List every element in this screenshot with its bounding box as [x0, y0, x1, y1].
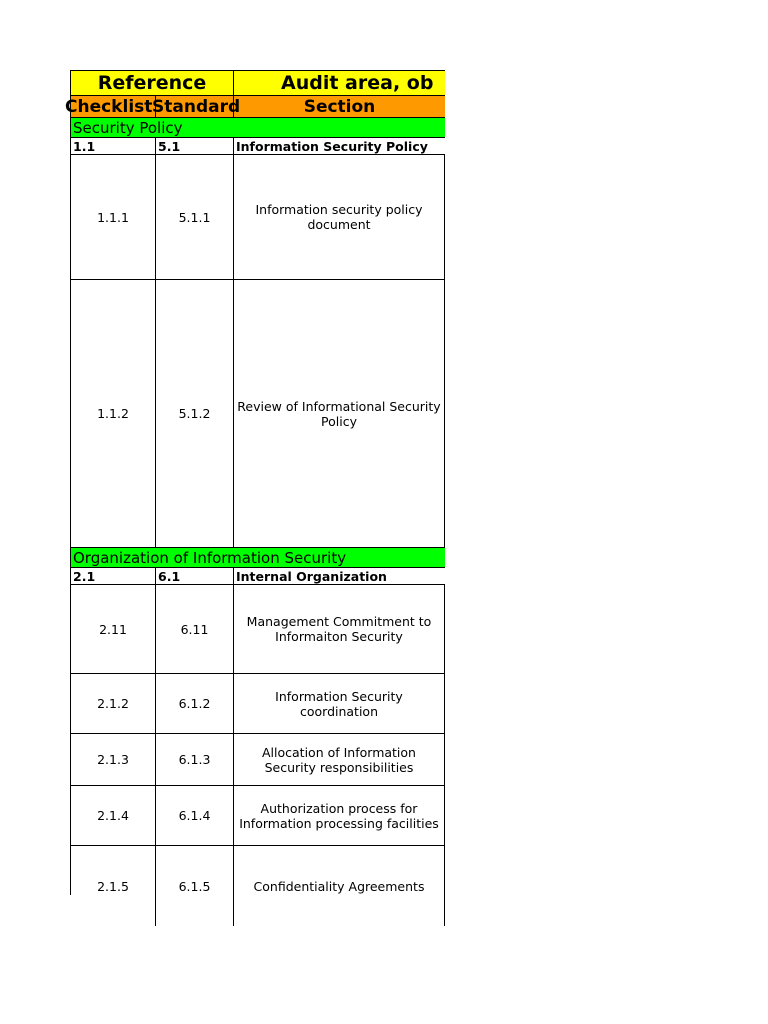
section-title[interactable]: Security Policy	[73, 118, 183, 137]
heading-checklist[interactable]: 2.1	[71, 568, 156, 584]
table-row	[71, 584, 445, 674]
section-cell[interactable]: Confidentiality Agreements	[234, 846, 445, 926]
section-cell[interactable]: Review of Informational Security Policy	[234, 280, 445, 547]
section-title-row	[71, 118, 445, 138]
standard-cell[interactable]: 5.1.2	[156, 280, 234, 547]
table-row	[71, 846, 445, 926]
table-row	[71, 674, 445, 734]
table-row	[71, 734, 445, 786]
checklist-table	[65, 70, 445, 895]
standard-cell[interactable]: 6.1.2	[156, 674, 234, 733]
section-cell[interactable]: Authorization process for Information processing facilities	[234, 786, 445, 845]
standard-cell[interactable]: 6.1.4	[156, 786, 234, 845]
title-row	[71, 70, 445, 96]
standard-cell[interactable]: 6.1.5	[156, 846, 234, 926]
section-heading-row	[71, 568, 445, 584]
checklist-cell[interactable]: 2.1.2	[71, 674, 156, 733]
standard-cell[interactable]: 5.1.1	[156, 155, 234, 279]
heading-standard[interactable]: 6.1	[156, 568, 234, 584]
audit-area-header[interactable]: Audit area, ob	[281, 72, 434, 94]
checklist-cell[interactable]: 2.1.5	[71, 846, 156, 926]
table-row	[71, 154, 445, 280]
table-row	[71, 280, 445, 548]
standard-cell[interactable]: 6.11	[156, 585, 234, 673]
section-cell[interactable]: Information security policy document	[234, 155, 445, 279]
section-header[interactable]: Section	[303, 96, 376, 117]
checklist-cell[interactable]: 2.11	[71, 585, 156, 673]
section-title[interactable]: Organization of Information Security	[73, 548, 347, 567]
checklist-cell[interactable]: 2.1.3	[71, 734, 156, 785]
section-heading-row	[71, 138, 445, 154]
standard-cell[interactable]: 6.1.3	[156, 734, 234, 785]
checklist-header[interactable]: Checklist	[71, 96, 156, 117]
checklist-cell[interactable]: 1.1.1	[71, 155, 156, 279]
checklist-cell[interactable]: 2.1.4	[71, 786, 156, 845]
checklist-cell[interactable]: 1.1.2	[71, 280, 156, 547]
heading-section[interactable]: Information Security Policy	[236, 138, 428, 154]
heading-section[interactable]: Internal Organization	[236, 568, 387, 584]
table-row	[71, 786, 445, 846]
heading-standard[interactable]: 5.1	[156, 138, 234, 154]
subheader-row	[65, 96, 445, 118]
reference-header[interactable]: Reference	[71, 71, 234, 95]
heading-checklist[interactable]: 1.1	[71, 138, 156, 154]
section-cell[interactable]: Management Commitment to Informaiton Security	[234, 585, 445, 673]
standard-header[interactable]: Standard	[152, 96, 241, 117]
section-title-row	[71, 548, 445, 568]
section-cell[interactable]: Information Security coordination	[234, 674, 445, 733]
section-cell[interactable]: Allocation of Information Security responsibilities	[234, 734, 445, 785]
